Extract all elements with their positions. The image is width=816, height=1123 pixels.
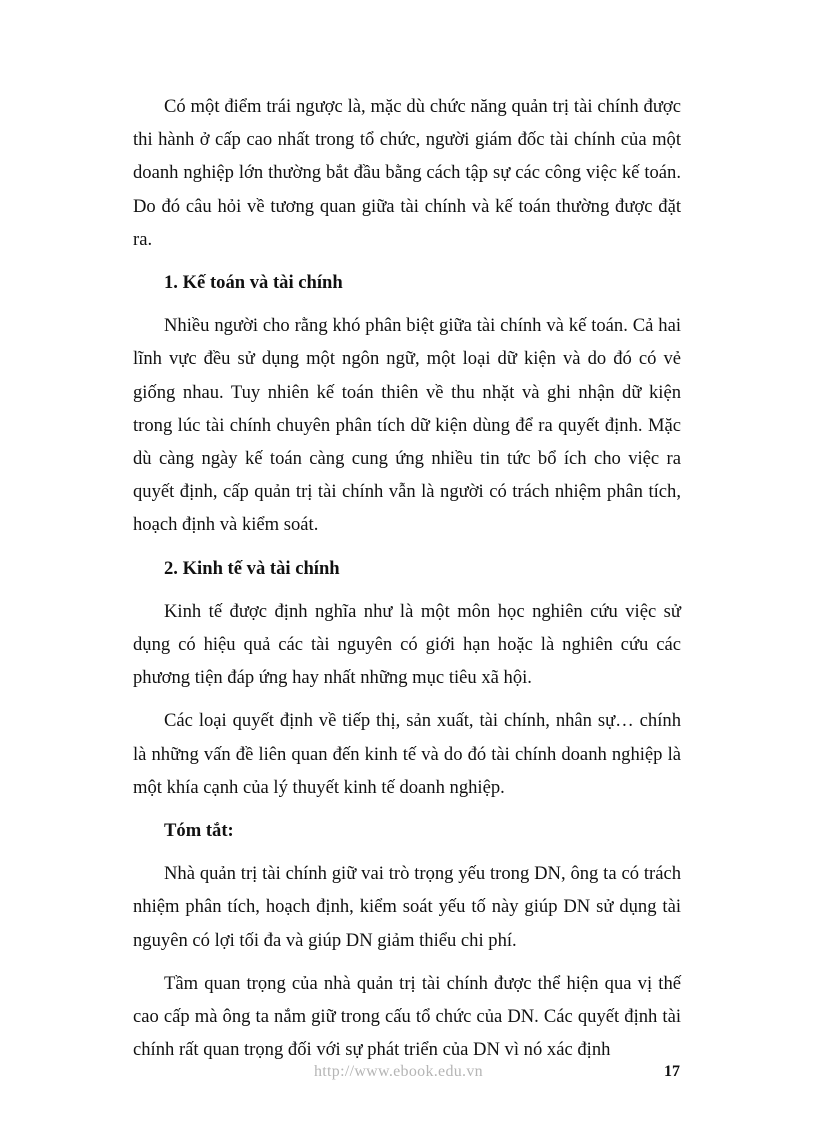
paragraph-summary-role: Nhà quản trị tài chính giữ vai trò trọng yếu trong DN, ông ta có trách nhiệm phân tích, hoạch định, kiểm soát yếu tố này giúp DN sử dụng tài nguyên có lợi tối đa và giúp DN giảm thiểu chi phí. — [133, 863, 681, 951]
paragraph-intro: Có một điểm trái ngược là, mặc dù chức năng quản trị tài chính được thi hành ở cấp cao nhất trong tổ chức, người giám đốc tài chính của một doanh nghiệp lớn thường bắt đầu bằng cách tập sự các công việc kế toán. Do đó câu hỏi về tương quan giữa tài chính và kế toán thường được đặt ra. — [133, 96, 681, 250]
section-heading-summary: Tóm tắt: — [164, 820, 234, 842]
paragraph-accounting-finance: Nhiều người cho rằng khó phân biệt giữa tài chính và kế toán. Cả hai lĩnh vực đều sử dụng một ngôn ngữ, một loại dữ kiện và do đó có vẻ giống nhau. Tuy nhiên kế toán thiên về thu nhặt và ghi nhận dữ kiện trong lúc tài chính chuyên phân tích dữ kiện dùng để ra quyết định. Mặc dù càng ngày kế toán càng cung ứng nhiều tin tức bổ ích cho việc ra quyết định, cấp quản trị tài chính vẫn là người có trách nhiệm phân tích, hoạch định và kiểm soát. — [133, 315, 681, 536]
paragraph-summary-importance: Tầm quan trọng của nhà quản trị tài chính được thể hiện qua vị thế cao cấp mà ông ta nắm giữ trong cấu tổ chức của DN. Các quyết định tài chính rất quan trọng đối với sự phát triển của DN vì nó xác định — [133, 972, 681, 1061]
paragraph-economics-definition: Kinh tế được định nghĩa như là một môn học nghiên cứu việc sử dụng có hiệu quả các tài nguyên có giới hạn hoặc là nghiên cứu các phương tiện đáp ứng hay nhất những mục tiêu xã hội. — [133, 600, 681, 689]
page-number: 17 — [664, 1063, 680, 1080]
section-heading-accounting-finance: 1. Kế toán và tài chính — [164, 272, 343, 294]
footer-url-watermark: http://www.ebook.edu.vn — [314, 1063, 483, 1080]
page-body — [133, 90, 681, 1076]
section-heading-economics-finance: 2. Kinh tế và tài chính — [164, 557, 340, 579]
paragraph-economics-decisions: Các loại quyết định về tiếp thị, sản xuất, tài chính, nhân sự… chính là những vấn đề liên quan đến kinh tế và do đó tài chính doanh nghiệp là một khía cạnh của lý thuyết kinh tế doanh nghiệp. — [133, 710, 681, 798]
